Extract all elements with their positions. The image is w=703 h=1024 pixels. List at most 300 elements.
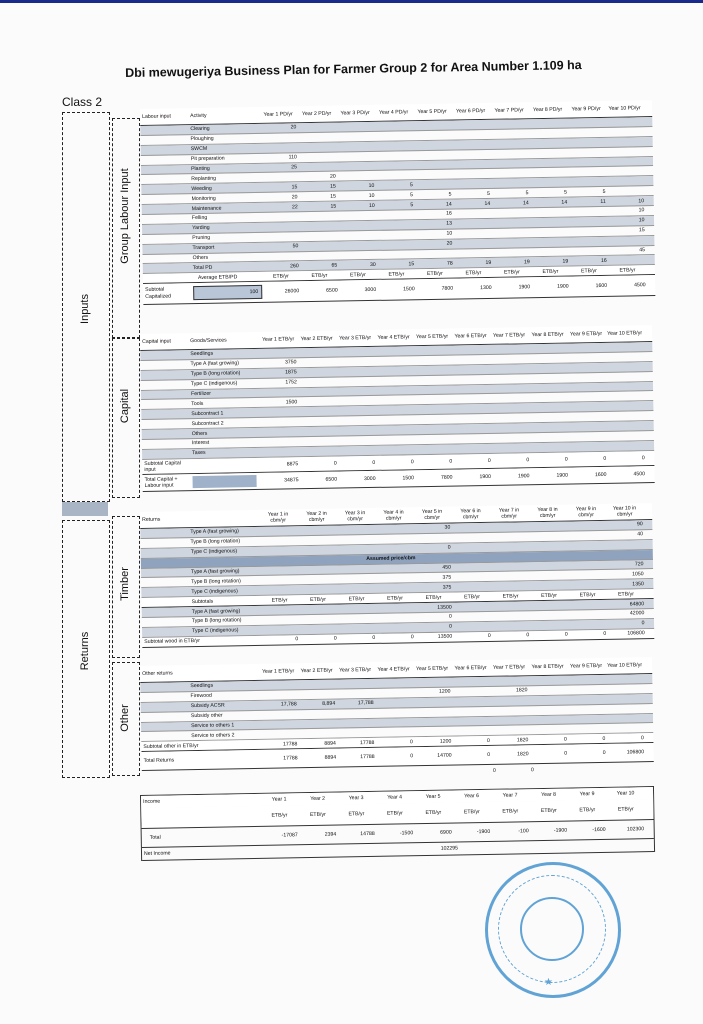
cell-value [492, 374, 528, 384]
cell-value [339, 436, 375, 446]
cell-value [299, 142, 335, 152]
row-label: Total PD [192, 264, 213, 272]
cell-value [376, 131, 412, 141]
cell-value [530, 705, 566, 715]
cell-value [493, 228, 529, 238]
cell-value: 20 [290, 124, 297, 131]
cell-value [416, 444, 452, 454]
cell-value [414, 121, 450, 131]
cell-value [416, 249, 452, 259]
cell-value [493, 218, 529, 228]
year-header: Year 5 ETB/yr [415, 665, 449, 673]
cell-value [338, 396, 374, 406]
year-value: 7800 [441, 285, 454, 293]
year-header: ETB/yr [579, 807, 596, 814]
year-value: 0 [486, 737, 490, 744]
cell-value [338, 545, 374, 555]
cell-value [261, 173, 297, 183]
cell-value [531, 611, 567, 621]
row-label: Type A (fast growing) [190, 360, 240, 368]
cell-value [377, 584, 413, 594]
cell-value: 19 [562, 258, 569, 265]
year-header: ETB/yr [619, 267, 636, 274]
cell-value [491, 532, 527, 542]
cell-value: 0 [447, 544, 451, 551]
cell-value [607, 540, 643, 550]
cell-value [299, 709, 335, 719]
year-header: Year 6 [464, 793, 480, 800]
cell-value [569, 695, 605, 705]
cell-value [569, 724, 605, 734]
cell-value [300, 605, 336, 615]
cell-value [377, 435, 413, 445]
row-label: Pruning [192, 235, 211, 242]
year-value: 34875 [284, 477, 299, 484]
timber-head0: Returns [142, 516, 161, 523]
year-header: Year 8 [541, 791, 557, 798]
year-header: Year 7 PD/yr [494, 107, 524, 114]
year-header: ETB/yr [542, 268, 559, 275]
year-header: ETB/yr [580, 267, 597, 275]
year-value: 1820 [517, 751, 529, 758]
cell-value [337, 535, 373, 545]
cell-value [301, 241, 337, 251]
cell-value [339, 624, 375, 634]
cell-value [261, 408, 297, 418]
cell-value [531, 601, 567, 611]
cell-value: 14 [522, 199, 529, 206]
year-value: 0 [641, 455, 645, 462]
year-value: 17788 [359, 739, 375, 746]
year-value: 4500 [634, 282, 646, 289]
cell-value [376, 376, 412, 386]
cell-value [607, 714, 643, 724]
income-table [140, 786, 655, 861]
cell-value: 260 [290, 263, 299, 270]
cell-value [261, 730, 297, 740]
cell-value: 8,894 [322, 700, 336, 708]
year-header: Year 5 in cbm/yr [421, 508, 443, 522]
year-value: 2394 [324, 831, 337, 838]
cell-value [415, 140, 451, 150]
cell-value [530, 148, 566, 158]
cell-value [338, 171, 374, 181]
year-header: Year 8 ETB/yr [531, 331, 564, 339]
cell-value [568, 118, 604, 128]
cell-value [453, 120, 489, 130]
cell-value [414, 130, 450, 140]
cell-value [453, 150, 489, 160]
cell-value [415, 717, 451, 727]
cell-value: 5 [487, 190, 491, 197]
cell-value [570, 217, 606, 227]
returns-label: Returns [79, 631, 91, 671]
row-label: Type A (fast growing) [191, 607, 241, 615]
cell-value: 13 [446, 220, 453, 228]
cell-value [300, 437, 336, 447]
cell-value [453, 562, 489, 572]
cell-value: 42000 [629, 610, 645, 617]
row-label: Taxes [192, 450, 206, 457]
cell-value: 20 [329, 173, 336, 180]
cell-value [337, 689, 373, 699]
labour-head0: Labour input [142, 113, 172, 120]
cell-value [453, 159, 489, 169]
cell-value [453, 140, 489, 150]
cell-value [376, 161, 412, 171]
row-label: Ploughing [190, 136, 214, 143]
cell-value [568, 521, 604, 531]
cell-value [376, 346, 412, 356]
cell-value [607, 694, 643, 704]
cell-value [415, 415, 451, 425]
year-value: 1900 [517, 473, 530, 480]
cell-value [607, 382, 643, 392]
labour-head1: Activity [190, 112, 207, 120]
row-label: Type C (indigenous) [191, 588, 238, 595]
cell-value [570, 227, 606, 237]
year-value: 1200 [439, 738, 452, 745]
year-value: 6900 [440, 829, 452, 836]
year-header: ETB/yr [540, 807, 557, 815]
year-header: ETB/yr [464, 593, 481, 601]
row-label: Pit preparation [190, 155, 225, 163]
year-header: Year 2 ETB/yr [300, 335, 333, 343]
cell-value: 10 [638, 197, 645, 204]
cell-value [377, 574, 413, 584]
cell-value [568, 675, 604, 685]
year-header: Year 1 PD/yr [263, 111, 293, 118]
year-header: Year 8 in cbm/yr [537, 506, 558, 520]
year-header: ETB/yr [311, 272, 328, 279]
cell-value [338, 728, 374, 738]
cell-value: 10 [638, 207, 645, 214]
cell-value [530, 363, 566, 373]
year-value: -1600 [592, 826, 606, 834]
cell-value [491, 344, 527, 354]
cell-value: 15 [330, 193, 337, 200]
cell-value [299, 123, 335, 133]
year-header: Year 4 [387, 794, 403, 801]
cell-value [530, 373, 566, 383]
cell-value: 10 [368, 202, 375, 209]
year-header: Year 3 in cbm/yr [344, 510, 366, 523]
cell-value [261, 143, 297, 153]
year-value: 0 [372, 459, 376, 466]
cell-value [338, 386, 374, 396]
cell-value [376, 678, 412, 688]
cell-value [491, 522, 527, 532]
cell-value: 1820 [515, 687, 528, 694]
cell-value [415, 697, 451, 707]
cell-value [299, 387, 335, 397]
cell-value: 5 [409, 182, 413, 189]
cell-value [299, 152, 335, 162]
cell-value [262, 232, 298, 242]
extra-value: 0 [530, 767, 534, 774]
cell-value [262, 427, 298, 437]
year-header: Year 6 in cbm/yr [460, 508, 481, 521]
cell-value: 375 [442, 584, 452, 591]
cell-value [492, 716, 528, 726]
cell-value [531, 178, 567, 188]
cell-value [339, 614, 375, 624]
year-value: 0 [333, 460, 337, 467]
cell-value [492, 562, 528, 572]
cell-value [339, 241, 375, 251]
year-value: 8875 [286, 461, 299, 468]
cell-value [337, 679, 373, 689]
cell-value [338, 142, 374, 152]
cell-value [414, 346, 450, 356]
cell-value [569, 570, 605, 580]
year-value: 1900 [557, 283, 569, 290]
row-label: Type B (long rotation) [191, 578, 241, 586]
group-labour-label: Group Labour Input [119, 168, 131, 264]
timber-table [140, 503, 654, 648]
year-header: ETB/yr [349, 271, 366, 279]
cell-value [493, 423, 529, 433]
cell-value [492, 179, 528, 189]
capital-table [140, 325, 655, 492]
cell-value [300, 407, 336, 417]
cell-value [339, 211, 375, 221]
cell-value: 0 [448, 614, 452, 621]
year-value: 0 [603, 631, 607, 638]
cell-value [301, 231, 337, 241]
cell-value [339, 426, 375, 436]
cell-value [376, 366, 412, 376]
capital-total-fill [192, 475, 256, 488]
year-header: Year 10 ETB/yr [607, 662, 643, 669]
cell-value: 14 [445, 201, 452, 208]
year-value: 0 [372, 635, 376, 642]
cell-value [569, 392, 605, 402]
cell-value [569, 157, 605, 167]
cell-value [607, 372, 643, 382]
cell-value [607, 684, 643, 694]
year-header: Year 9 ETB/yr [569, 662, 603, 670]
year-value: 8894 [324, 740, 336, 747]
row-label: Type A (fast growing) [190, 528, 239, 536]
cell-value [338, 406, 374, 416]
cell-value [415, 385, 451, 395]
row-label: Monitoring [191, 195, 216, 202]
cell-value [339, 446, 375, 456]
cell-value [377, 613, 413, 623]
year-header: ETB/yr [502, 808, 519, 815]
year-header: Year 2 PD/yr [301, 110, 332, 118]
cell-value [300, 615, 336, 625]
year-header: Year 3 PD/yr [340, 109, 370, 117]
year-header: Year 7 in cbm/yr [498, 507, 520, 520]
cell-value [491, 354, 527, 364]
cell-value [453, 707, 489, 717]
row-label: Type C (indigenous) [192, 627, 239, 635]
cell-value [453, 533, 489, 543]
cell-value [607, 157, 643, 167]
cell-value [493, 621, 529, 631]
cell-value [570, 237, 606, 247]
cell-value [531, 413, 567, 423]
cell-value [492, 159, 528, 169]
cell-value [453, 523, 489, 533]
cell-value [261, 546, 297, 556]
cell-value [338, 161, 374, 171]
cell-value [414, 678, 450, 688]
cell-value [262, 605, 298, 615]
cell-value [337, 132, 373, 142]
cell-value [376, 141, 412, 151]
cell-value: 720 [634, 561, 644, 568]
row-label: Type B (long rotation) [191, 617, 242, 625]
cell-value [492, 394, 528, 404]
cell-value [260, 348, 296, 358]
cell-value [453, 365, 489, 375]
stamp-star-icon: ★ [544, 977, 553, 988]
labour-table [140, 100, 655, 305]
cell-value: 375 [442, 574, 452, 581]
year-header: ETB/yr [579, 591, 596, 599]
cell-value [261, 388, 297, 398]
cell-value [300, 397, 336, 407]
cell-value [300, 221, 336, 231]
year-header: Year 1 ETB/yr [262, 668, 295, 675]
year-header: Year 5 [425, 793, 441, 801]
cell-value [608, 392, 644, 402]
cell-value [299, 132, 335, 142]
cell-value: 45 [639, 247, 646, 254]
cell-value [454, 219, 490, 229]
cell-value [493, 611, 529, 621]
year-value: 4500 [633, 471, 646, 478]
cell-value [338, 574, 374, 584]
cell-value [530, 676, 566, 686]
cell-value [569, 714, 605, 724]
cell-value [337, 122, 373, 132]
cell-value [454, 209, 490, 219]
row-label: Fertilizer [191, 390, 211, 398]
cell-value: 0 [641, 620, 645, 627]
cell-value: 10 [638, 217, 645, 224]
year-value: 6500 [325, 476, 338, 483]
cell-value [530, 128, 566, 138]
cell-value [339, 221, 375, 231]
year-header: Year 3 ETB/yr [338, 334, 372, 342]
cell-value [376, 718, 412, 728]
cell-value [300, 446, 336, 456]
cell-value [377, 728, 413, 738]
cell-value: 15 [638, 227, 645, 234]
year-value: 0 [333, 635, 337, 642]
cell-value [570, 246, 606, 256]
cell-value: 16 [446, 211, 452, 218]
cell-value [299, 535, 335, 545]
cell-value [492, 149, 528, 159]
cell-value [531, 168, 567, 178]
year-value: 3000 [363, 475, 376, 482]
cell-value: 450 [442, 564, 452, 571]
cell-value: 1050 [632, 571, 644, 578]
year-value: 17788 [360, 754, 375, 761]
cell-value [300, 417, 336, 427]
cell-value: 20 [446, 240, 453, 247]
year-header: ETB/yr [426, 270, 443, 277]
cell-value [493, 443, 529, 453]
cell-value [530, 685, 566, 695]
cell-value [338, 367, 374, 377]
cell-value [607, 362, 643, 372]
year-value: 0 [410, 459, 414, 466]
cell-value [455, 248, 491, 258]
cell-value [301, 251, 337, 261]
cell-value [570, 442, 606, 452]
year-value: 1600 [595, 283, 608, 290]
row-label: Type C (indigenous) [190, 548, 238, 556]
cell-value: 5 [448, 191, 452, 198]
cell-value [416, 425, 452, 435]
cell-value [454, 414, 490, 424]
cell-value: 5 [410, 201, 414, 208]
year-header: Year 4 PD/yr [378, 109, 409, 116]
cell-value [376, 688, 412, 698]
cell-value [531, 208, 567, 218]
stamp-emblem [520, 897, 584, 961]
page-title: Dbi mewugeriya Business Plan for Farmer Group 2 for Area Number 1.109 ha [125, 58, 582, 80]
year-header: Year 4 in cbm/yr [383, 509, 404, 522]
assumed-price-label: Assumed price/cbm [366, 555, 416, 563]
cell-value [340, 250, 376, 260]
cell-value [376, 121, 412, 131]
cell-value [531, 442, 567, 452]
cell-value: 10 [368, 192, 375, 199]
cell-value [415, 160, 451, 170]
row-label: Service to others 1 [191, 722, 235, 730]
labour-subtotal-label: Subtotal Capitalized [145, 286, 172, 301]
year-header: Year 7 ETB/yr [492, 664, 526, 671]
cell-value [262, 222, 298, 232]
cell-value [376, 386, 412, 396]
cell-value [570, 207, 606, 217]
cell-value [609, 236, 645, 246]
cell-value [454, 622, 490, 632]
cell-value [415, 375, 451, 385]
cell-value [376, 544, 412, 554]
cell-value [608, 431, 644, 441]
cell-value [493, 238, 529, 248]
year-header: ETB/yr [348, 811, 365, 818]
cell-value [378, 250, 414, 260]
class-label: Class 2 [62, 95, 103, 109]
cell-value [415, 395, 451, 405]
cell-value [415, 707, 451, 717]
year-value: 102300 [626, 826, 645, 833]
cell-value [376, 151, 412, 161]
income-head0: Income [143, 798, 161, 805]
year-value: -1500 [399, 830, 414, 837]
cell-value [260, 526, 296, 536]
cell-value: 110 [288, 154, 297, 161]
cell-value: 1752 [285, 379, 297, 386]
cell-value [453, 130, 489, 140]
cell-value [609, 256, 645, 266]
year-value: 1900 [518, 284, 531, 291]
capital-label: Capital [119, 388, 131, 424]
cell-value [570, 432, 606, 442]
cell-value: 50 [292, 243, 299, 250]
cell-value [377, 415, 413, 425]
cell-value [530, 531, 566, 541]
